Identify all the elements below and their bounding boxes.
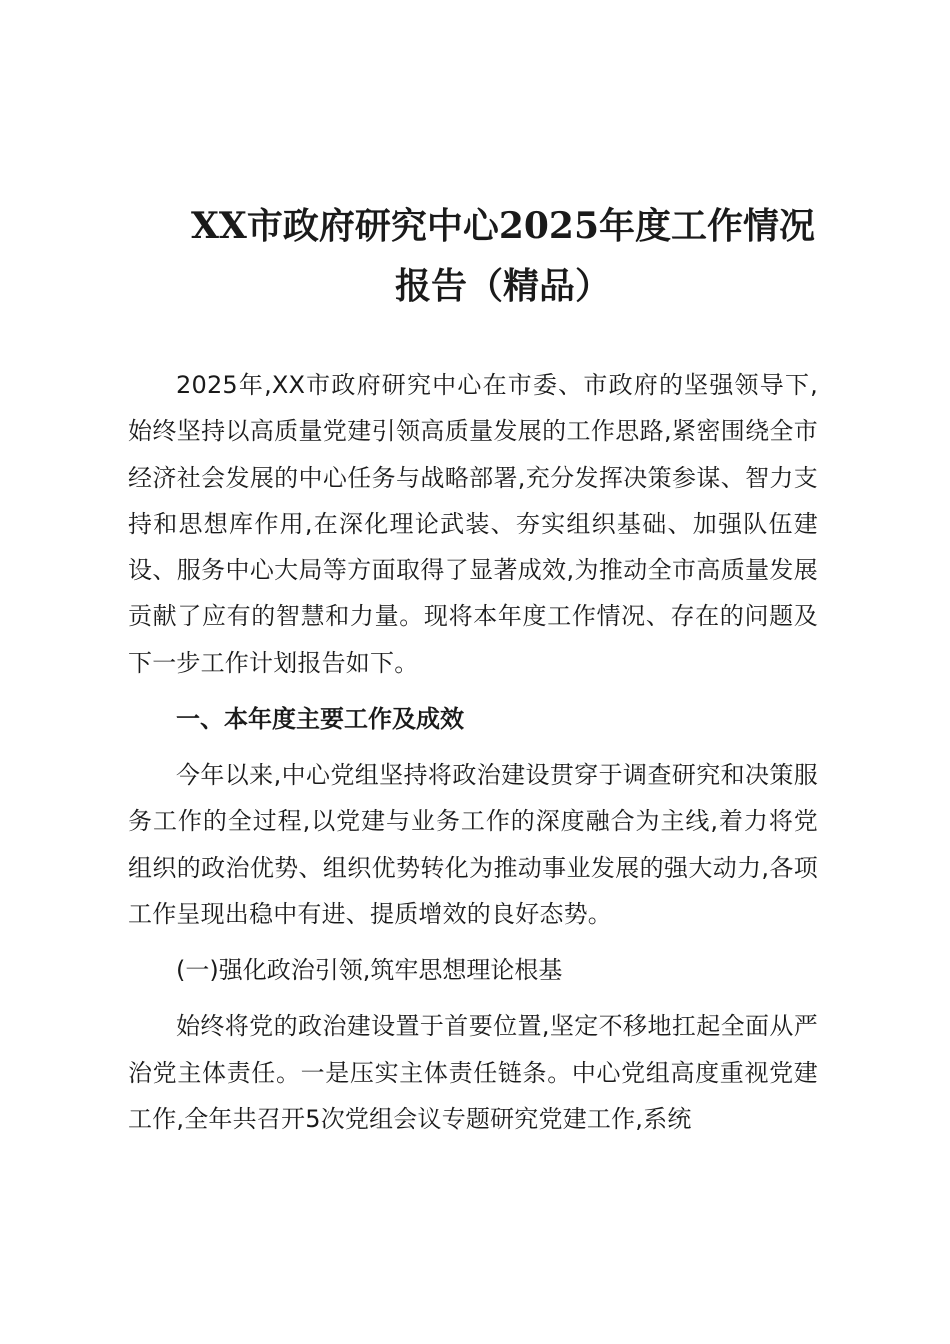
section-paragraph: 今年以来,中心党组坚持将政治建设贯穿于调查研究和决策服务工作的全过程,以党建与业务工作的深度融合为主线,着力将党组织的政治优势、组织优势转化为推动事业发展的强大动力,各项工作呈现出稳中有进、提质增效的良好态势。 (128, 761, 818, 928)
document-title (128, 196, 818, 316)
title-line-2: 报告（精品） (394, 265, 611, 307)
subsection-paragraph: 始终将党的政治建设置于首要位置,坚定不移地扛起全面从严治党主体责任。一是压实主体责任链条。中心党组高度重视党建工作,全年共召开5次党组会议专题研究党建工作,系统 (128, 1012, 818, 1133)
subsection-heading: (一)强化政治引领,筑牢思想理论根基 (176, 956, 563, 985)
section-heading: 一、本年度主要工作及成效 (176, 705, 464, 734)
intro-paragraph: 2025年,XX市政府研究中心在市委、市政府的坚强领导下,始终坚持以高质量党建引领高质量发展的工作思路,紧密围绕全市经济社会发展的中心任务与战略部署,充分发挥决策参谋、智力支持和思想库作用,在深化理论武装、夯实组织基础、加强队伍建设、服务中心大局等方面取得了显著成效,为推动全市高质量发展贡献了应有的智慧和力量。现将本年度工作情况、存在的问题及下一步工作计划报告如下。 (128, 371, 818, 677)
document-body (128, 362, 818, 1142)
title-line-1: XX市政府研究中心2025年度工作情况 (190, 205, 816, 247)
